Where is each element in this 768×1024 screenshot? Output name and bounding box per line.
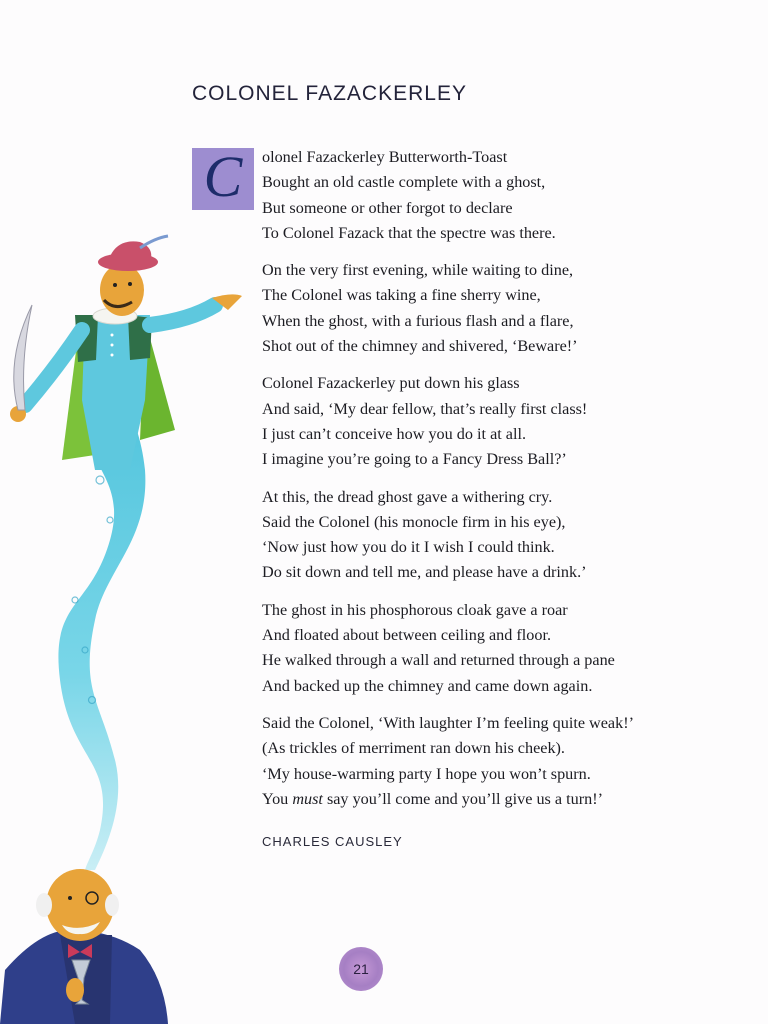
poem-line: Colonel Fazackerley put down his glass: [262, 374, 520, 393]
poem-line: Bought an old castle complete with a ghost,: [262, 173, 546, 192]
stanza: [262, 145, 742, 246]
stanza: [262, 371, 742, 472]
page-number: 21: [353, 961, 369, 977]
poem-line: And floated about between ceiling and floor.: [262, 626, 552, 645]
poem-line: And backed up the chimney and came down again.: [262, 676, 593, 695]
poem-line: But someone or other forgot to declare: [262, 198, 513, 217]
poem-body: [262, 145, 742, 824]
poem-title: COLONEL FAZACKERLEY: [192, 82, 467, 105]
poem-line: I just can’t conceive how you do it at all.: [262, 424, 527, 443]
poem-line: The Colonel was taking a fine sherry wine,: [262, 286, 541, 305]
stanza: [262, 598, 742, 699]
poem-line: ‘My house-warming party I hope you won’t spurn.: [262, 764, 591, 783]
poem-line: He walked through a wall and returned through a pane: [262, 651, 615, 670]
poem-line: Do sit down and tell me, and please have a drink.’: [262, 563, 587, 582]
page-number-badge: [339, 947, 383, 991]
drop-cap-letter: C: [203, 144, 243, 209]
poem-line: When the ghost, with a furious flash and a flare,: [262, 311, 574, 330]
stanza: [262, 258, 742, 359]
poem-line: Said the Colonel (his monocle firm in his eye),: [262, 512, 566, 531]
poem-line: And said, ‘My dear fellow, that’s really first class!: [262, 399, 588, 418]
poem-line: (As trickles of merriment ran down his cheek).: [262, 739, 565, 758]
poem-line: Shot out of the chimney and shivered, ‘Beware!’: [262, 337, 578, 356]
drop-cap: [192, 144, 254, 210]
stanza: [262, 485, 742, 586]
stanza: [262, 711, 742, 812]
ghost-head: [100, 264, 144, 316]
poem-line: olonel Fazackerley Butterworth-Toast: [262, 148, 508, 166]
poem-line: You must say you’ll come and you’ll give us a turn!’: [262, 789, 603, 808]
poem-line: To Colonel Fazack that the spectre was there.: [262, 223, 556, 242]
poem-line: On the very first evening, while waiting to dine,: [262, 261, 574, 280]
poem-line: ‘Now just how you do it I wish I could think.: [262, 538, 555, 557]
poem-line: I imagine you’re going to a Fancy Dress Ball?’: [262, 450, 567, 469]
poem-line: The ghost in his phosphorous cloak gave a roar: [262, 600, 568, 619]
poem-line: At this, the dread ghost gave a withering cry.: [262, 487, 553, 506]
poem-line: Said the Colonel, ‘With laughter I’m feeling quite weak!’: [262, 713, 634, 732]
poem-author: CHARLES CAUSLEY: [262, 834, 403, 849]
emphasis: must: [292, 789, 323, 808]
